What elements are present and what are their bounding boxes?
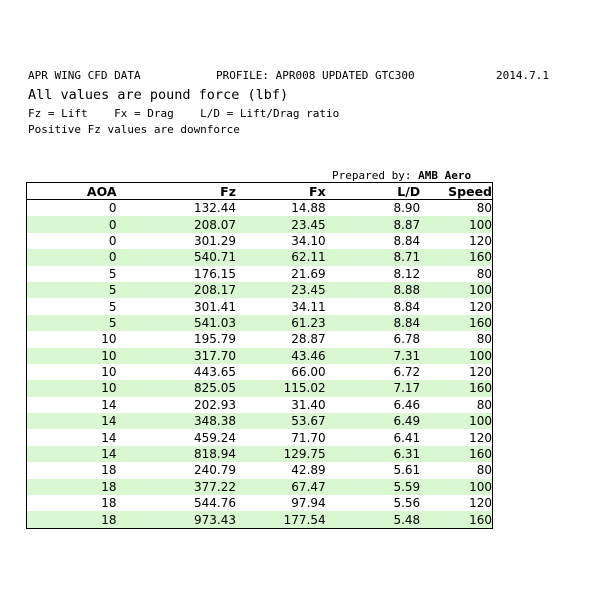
cfd-data-table: [26, 182, 493, 529]
cell-fx: 43.46: [291, 348, 326, 363]
cell-speed: 160: [469, 315, 492, 330]
table-row: [27, 216, 493, 232]
table-row: [27, 200, 493, 217]
cell-aoa: 18: [101, 479, 117, 494]
table-row: [27, 495, 493, 511]
cell-fx: 21.69: [291, 266, 326, 281]
cell-ld: 6.41: [393, 430, 421, 445]
cell-ld: 8.90: [393, 201, 421, 216]
cell-fz: 240.79: [194, 463, 236, 478]
cell-speed: 100: [469, 348, 492, 363]
cell-fx: 42.89: [291, 463, 326, 478]
cell-fx: 28.87: [291, 332, 326, 347]
table-row: [27, 397, 493, 413]
units-note: All values are pound force (lbf): [28, 87, 289, 103]
cell-speed: 160: [469, 447, 492, 462]
cell-fz: 818.94: [194, 447, 236, 462]
cell-fz: 301.29: [194, 233, 236, 248]
cell-ld: 5.56: [393, 496, 421, 511]
cell-fx: 129.75: [283, 447, 326, 462]
cell-aoa: 18: [101, 496, 117, 511]
cell-ld: 8.88: [393, 283, 421, 298]
cell-aoa: 0: [108, 217, 117, 232]
cell-ld: 5.61: [393, 463, 421, 478]
document-date: 2014.7.1: [496, 69, 549, 82]
column-header-aoa: AOA: [27, 183, 117, 200]
cell-speed: 120: [469, 299, 492, 314]
cell-fz: 540.71: [194, 250, 236, 265]
cell-aoa: 14: [101, 447, 117, 462]
cell-ld: 6.49: [393, 414, 421, 429]
cell-fx: 62.11: [291, 250, 326, 265]
cell-fx: 14.88: [291, 201, 326, 216]
cell-fz: 208.17: [194, 283, 236, 298]
cell-aoa: 18: [101, 512, 117, 527]
cell-ld: 5.59: [393, 479, 421, 494]
prepared-by-name: AMB Aero: [418, 169, 472, 182]
cell-fx: 53.67: [291, 414, 326, 429]
cell-fx: 34.11: [291, 299, 326, 314]
cell-speed: 100: [469, 217, 492, 232]
cell-aoa: 0: [108, 233, 117, 248]
cell-ld: 8.12: [393, 266, 421, 281]
table-row: [27, 348, 493, 364]
cell-fz: 541.03: [194, 315, 236, 330]
table-row: [27, 462, 493, 478]
cell-fx: 97.94: [291, 496, 326, 511]
cell-fx: 23.45: [291, 217, 326, 232]
cell-fz: 459.24: [194, 430, 236, 445]
cell-fx: 23.45: [291, 283, 326, 298]
table-row: [27, 429, 493, 445]
cell-speed: 160: [469, 512, 492, 527]
table-row: [27, 233, 493, 249]
cell-speed: 160: [469, 250, 492, 265]
table-header-row: [27, 183, 493, 200]
header-line-1: [28, 68, 573, 84]
cell-fz: 132.44: [194, 201, 236, 216]
cell-ld: 8.84: [393, 299, 421, 314]
column-header-fx: Fx: [236, 183, 326, 200]
cell-aoa: 0: [108, 201, 117, 216]
cell-fx: 31.40: [291, 397, 326, 412]
table-row: [27, 413, 493, 429]
cell-fz: 377.22: [194, 479, 236, 494]
cell-ld: 7.17: [393, 381, 421, 396]
cell-aoa: 14: [101, 430, 117, 445]
table-row: [27, 315, 493, 331]
cell-aoa: 14: [101, 397, 117, 412]
cell-ld: 7.31: [393, 348, 421, 363]
cell-fz: 443.65: [194, 365, 236, 380]
table-row: [27, 331, 493, 347]
cell-ld: 5.48: [393, 512, 421, 527]
cell-fx: 115.02: [283, 381, 326, 396]
document-title: APR WING CFD DATA: [28, 69, 141, 82]
cell-speed: 80: [476, 463, 492, 478]
cell-speed: 120: [469, 365, 492, 380]
cell-ld: 6.78: [393, 332, 421, 347]
cell-ld: 8.84: [393, 315, 421, 330]
cell-aoa: 5: [108, 283, 117, 298]
table-row: [27, 380, 493, 396]
column-header-ld: L/D: [326, 183, 421, 200]
cell-aoa: 5: [108, 315, 117, 330]
cell-speed: 120: [469, 233, 492, 248]
cell-aoa: 10: [101, 348, 117, 363]
cell-aoa: 10: [101, 365, 117, 380]
profile-label: PROFILE: APR008 UPDATED GTC300: [216, 69, 415, 82]
cell-ld: 6.31: [393, 447, 421, 462]
downforce-note: Positive Fz values are downforce: [28, 123, 240, 136]
cell-fx: 71.70: [291, 430, 326, 445]
table-body: [27, 200, 493, 529]
cell-speed: 80: [476, 266, 492, 281]
cell-ld: 8.84: [393, 233, 421, 248]
cell-fz: 195.79: [194, 332, 236, 347]
cell-fz: 301.41: [194, 299, 236, 314]
cell-aoa: 5: [108, 266, 117, 281]
cell-speed: 100: [469, 414, 492, 429]
table-row: [27, 298, 493, 314]
cell-ld: 6.46: [393, 397, 421, 412]
cell-speed: 80: [476, 332, 492, 347]
prepared-by: [332, 169, 471, 182]
cell-fz: 208.07: [194, 217, 236, 232]
cell-fx: 177.54: [283, 512, 326, 527]
cell-speed: 120: [469, 496, 492, 511]
legend-note: Fz = Lift Fx = Drag L/D = Lift/Drag ratio: [28, 107, 340, 120]
table-row: [27, 364, 493, 380]
table-row: [27, 479, 493, 495]
cell-fx: 34.10: [291, 233, 326, 248]
cell-speed: 160: [469, 381, 492, 396]
prepared-by-label: Prepared by:: [332, 169, 419, 182]
cell-fx: 67.47: [291, 479, 326, 494]
cell-aoa: 0: [108, 250, 117, 265]
cell-aoa: 18: [101, 463, 117, 478]
document-header: [28, 68, 573, 138]
cell-fx: 61.23: [291, 315, 326, 330]
cell-ld: 8.71: [393, 250, 421, 265]
cell-aoa: 10: [101, 381, 117, 396]
cell-speed: 100: [469, 283, 492, 298]
cell-speed: 80: [476, 397, 492, 412]
table-row: [27, 511, 493, 528]
cell-fz: 973.43: [194, 512, 236, 527]
table-row: [27, 446, 493, 462]
cell-ld: 6.72: [393, 365, 421, 380]
cell-fz: 202.93: [194, 397, 236, 412]
cell-fz: 317.70: [194, 348, 236, 363]
cell-ld: 8.87: [393, 217, 421, 232]
table-row: [27, 282, 493, 298]
cell-aoa: 14: [101, 414, 117, 429]
cell-fz: 825.05: [194, 381, 236, 396]
cell-fx: 66.00: [291, 365, 326, 380]
cell-speed: 80: [476, 201, 492, 216]
cell-fz: 348.38: [194, 414, 236, 429]
table-row: [27, 266, 493, 282]
cell-aoa: 10: [101, 332, 117, 347]
cell-speed: 120: [469, 430, 492, 445]
table-row: [27, 249, 493, 265]
cell-fz: 176.15: [194, 266, 236, 281]
cell-fz: 544.76: [194, 496, 236, 511]
cell-aoa: 5: [108, 299, 117, 314]
cell-speed: 100: [469, 479, 492, 494]
column-header-speed: Speed: [420, 183, 492, 200]
column-header-fz: Fz: [117, 183, 236, 200]
